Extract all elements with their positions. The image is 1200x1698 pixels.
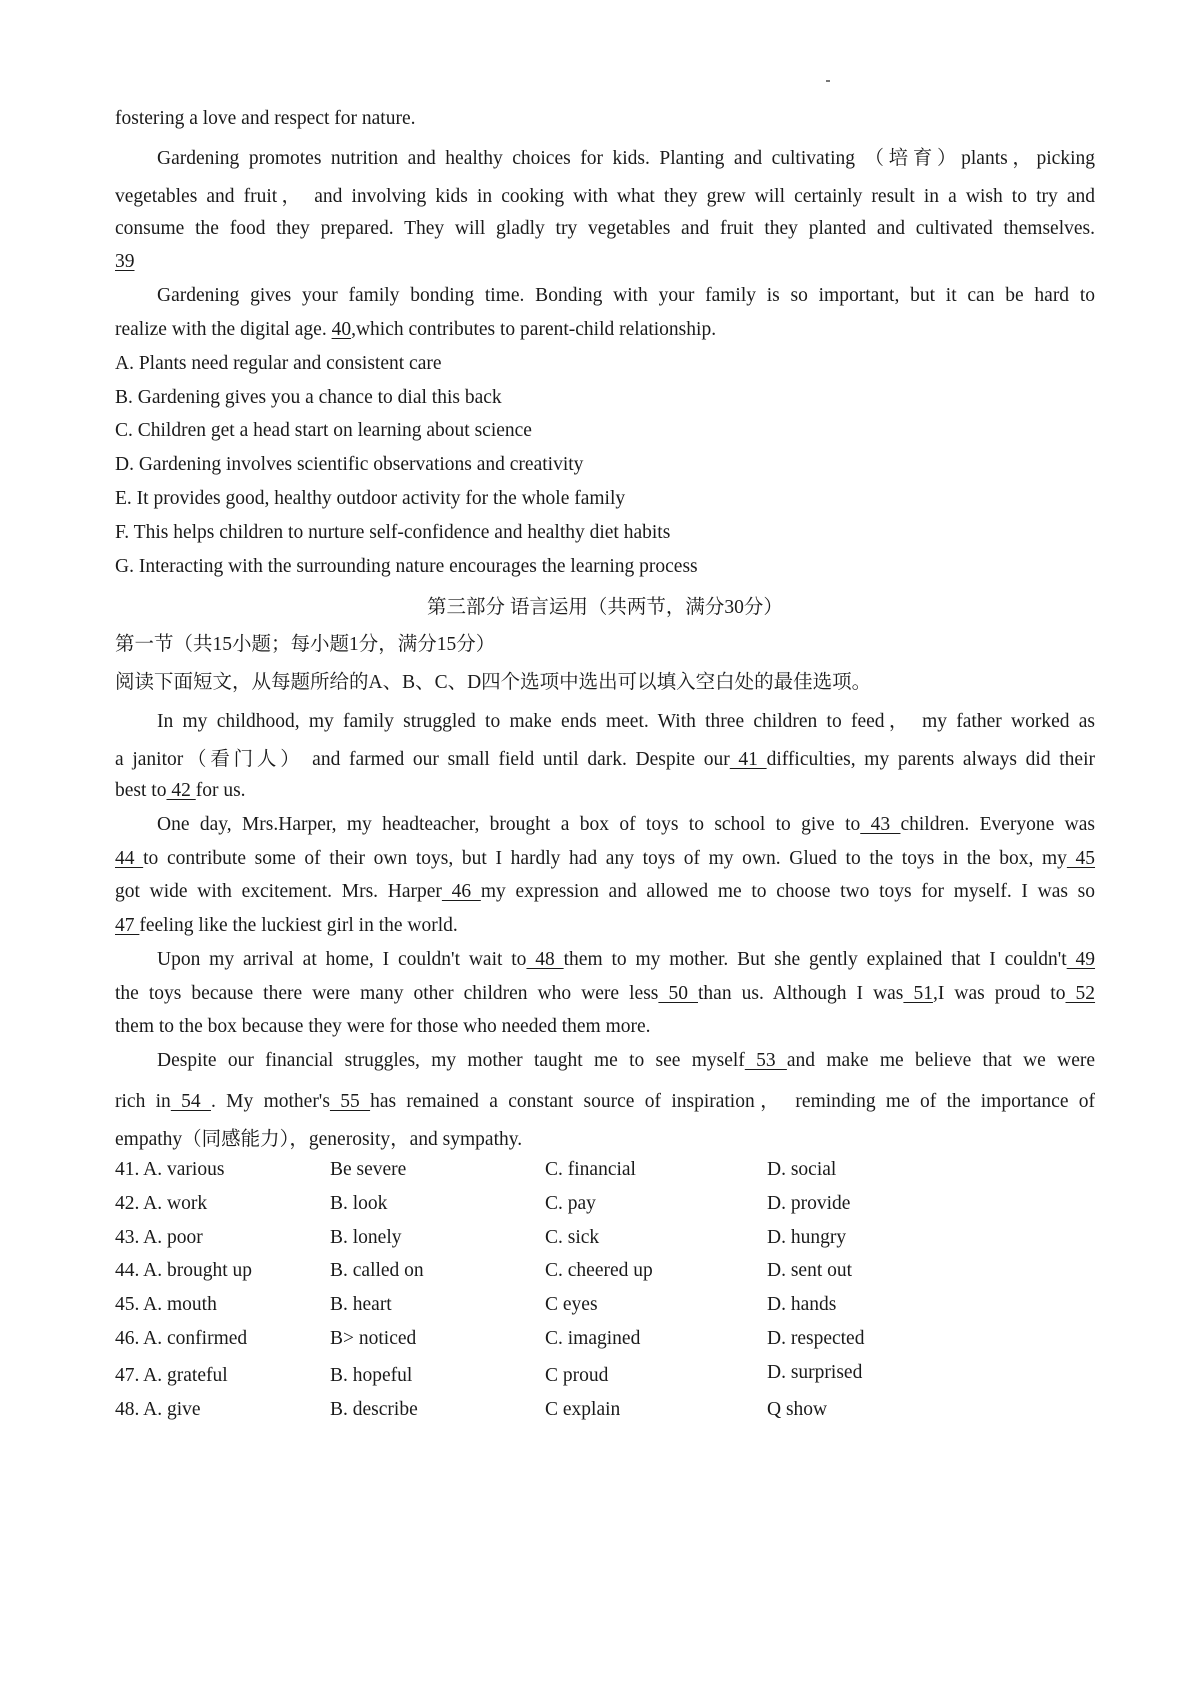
question-48: 48. A. give B. describe C explain Q show <box>115 1399 828 1420</box>
text-line: fostering a love and respect for nature. <box>115 108 416 129</box>
text-line: rich in 54 . My mother's 55 has remained a constant source of inspiration， reminding me of the importance of <box>115 1091 1096 1112</box>
text-line: the toys because there were many other children who were less 50 than us. Although I was 51,I was proud to 52 <box>115 983 1096 1004</box>
question-47: 47. A. grateful B. hopeful C proud D. surprised <box>115 1362 863 1386</box>
choice-g: G. Interacting with the surrounding nature encourages the learning process <box>115 556 698 577</box>
question-46: 46. A. confirmed B> noticed C. imagined D. respected <box>115 1328 865 1349</box>
choice-f: F. This helps children to nurture self-confidence and healthy diet habits <box>115 522 671 543</box>
blank-39: 39 <box>115 251 135 272</box>
text-line: Gardening promotes nutrition and healthy choices for kids. Planting and cultivating （培育）plants，picking <box>157 148 1095 169</box>
instruction: 阅读下面短文，从每题所给的A、B、C、D四个选项中选出可以填入空白处的最佳选项。 <box>115 672 872 693</box>
question-43: 43. A. poor B. lonely C. sick D. hungry <box>115 1227 847 1248</box>
text-line: Upon my arrival at home, I couldn't wait to 48 them to my mother. But she gently explained that I couldn't 49 <box>157 949 1096 970</box>
text-line: Despite our financial struggles, my mother taught me to see myself 53 and make me believe that we were <box>157 1050 1095 1071</box>
text-line: One day, Mrs.Harper, my headteacher, brought a box of toys to school to give to 43 children. Everyone was <box>157 814 1095 835</box>
section-heading: 第一节（共15小题；每小题1分，满分15分） <box>115 634 496 655</box>
text-line: 47 feeling like the luckiest girl in the world. <box>115 915 458 936</box>
text-line: a janitor（看门人） and farmed our small field until dark. Despite our 41 difficulties, my parents always did their <box>115 749 1095 770</box>
choice-d: D. Gardening involves scientific observations and creativity <box>115 454 584 475</box>
text-line: empathy（同感能力），generosity，and sympathy. <box>115 1129 523 1150</box>
text-line: consume the food they prepared. They will gladly try vegetables and fruit they planted and cultivated themselves. <box>115 218 1095 239</box>
question-41: 41. A. various Be severe C. financial D. social <box>115 1159 837 1180</box>
question-45: 45. A. mouth B. heart C eyes D. hands <box>115 1294 837 1315</box>
question-42: 42. A. work B. look C. pay D. provide <box>115 1193 851 1214</box>
question-44: 44. A. brought up B. called on C. cheered up D. sent out <box>115 1260 853 1281</box>
choice-c: C. Children get a head start on learning about science <box>115 420 532 441</box>
scan-speck <box>826 80 830 82</box>
text-line: 44 to contribute some of their own toys, but I hardly had any toys of my own. Glued to the toys in the box, my 45 <box>115 848 1096 869</box>
text-line: In my childhood, my family struggled to make ends meet. With three children to feed， my father worked as <box>157 711 1095 732</box>
blank-40: 40 <box>331 319 352 340</box>
text-line: realize with the digital age. 40,which contributes to parent-child relationship. <box>115 319 717 340</box>
section-title: 第三部分 语言运用（共两节，满分30分） <box>427 597 783 618</box>
text-line: got wide with excitement. Mrs. Harper 46 my expression and allowed me to choose two toys for myself. I was so <box>115 881 1095 902</box>
text-line: vegetables and fruit， and involving kids in cooking with what they grew will certainly result in a wish to try and <box>115 186 1095 207</box>
text-line: Gardening gives your family bonding time. Bonding with your family is so important, but it can be hard to <box>157 285 1095 306</box>
text-line: best to 42 for us. <box>115 780 246 801</box>
text-line: them to the box because they were for those who needed them more. <box>115 1016 651 1037</box>
choice-b: B. Gardening gives you a chance to dial this back <box>115 387 502 408</box>
choice-a: A. Plants need regular and consistent care <box>115 353 442 374</box>
choice-e: E. It provides good, healthy outdoor activity for the whole family <box>115 488 626 509</box>
